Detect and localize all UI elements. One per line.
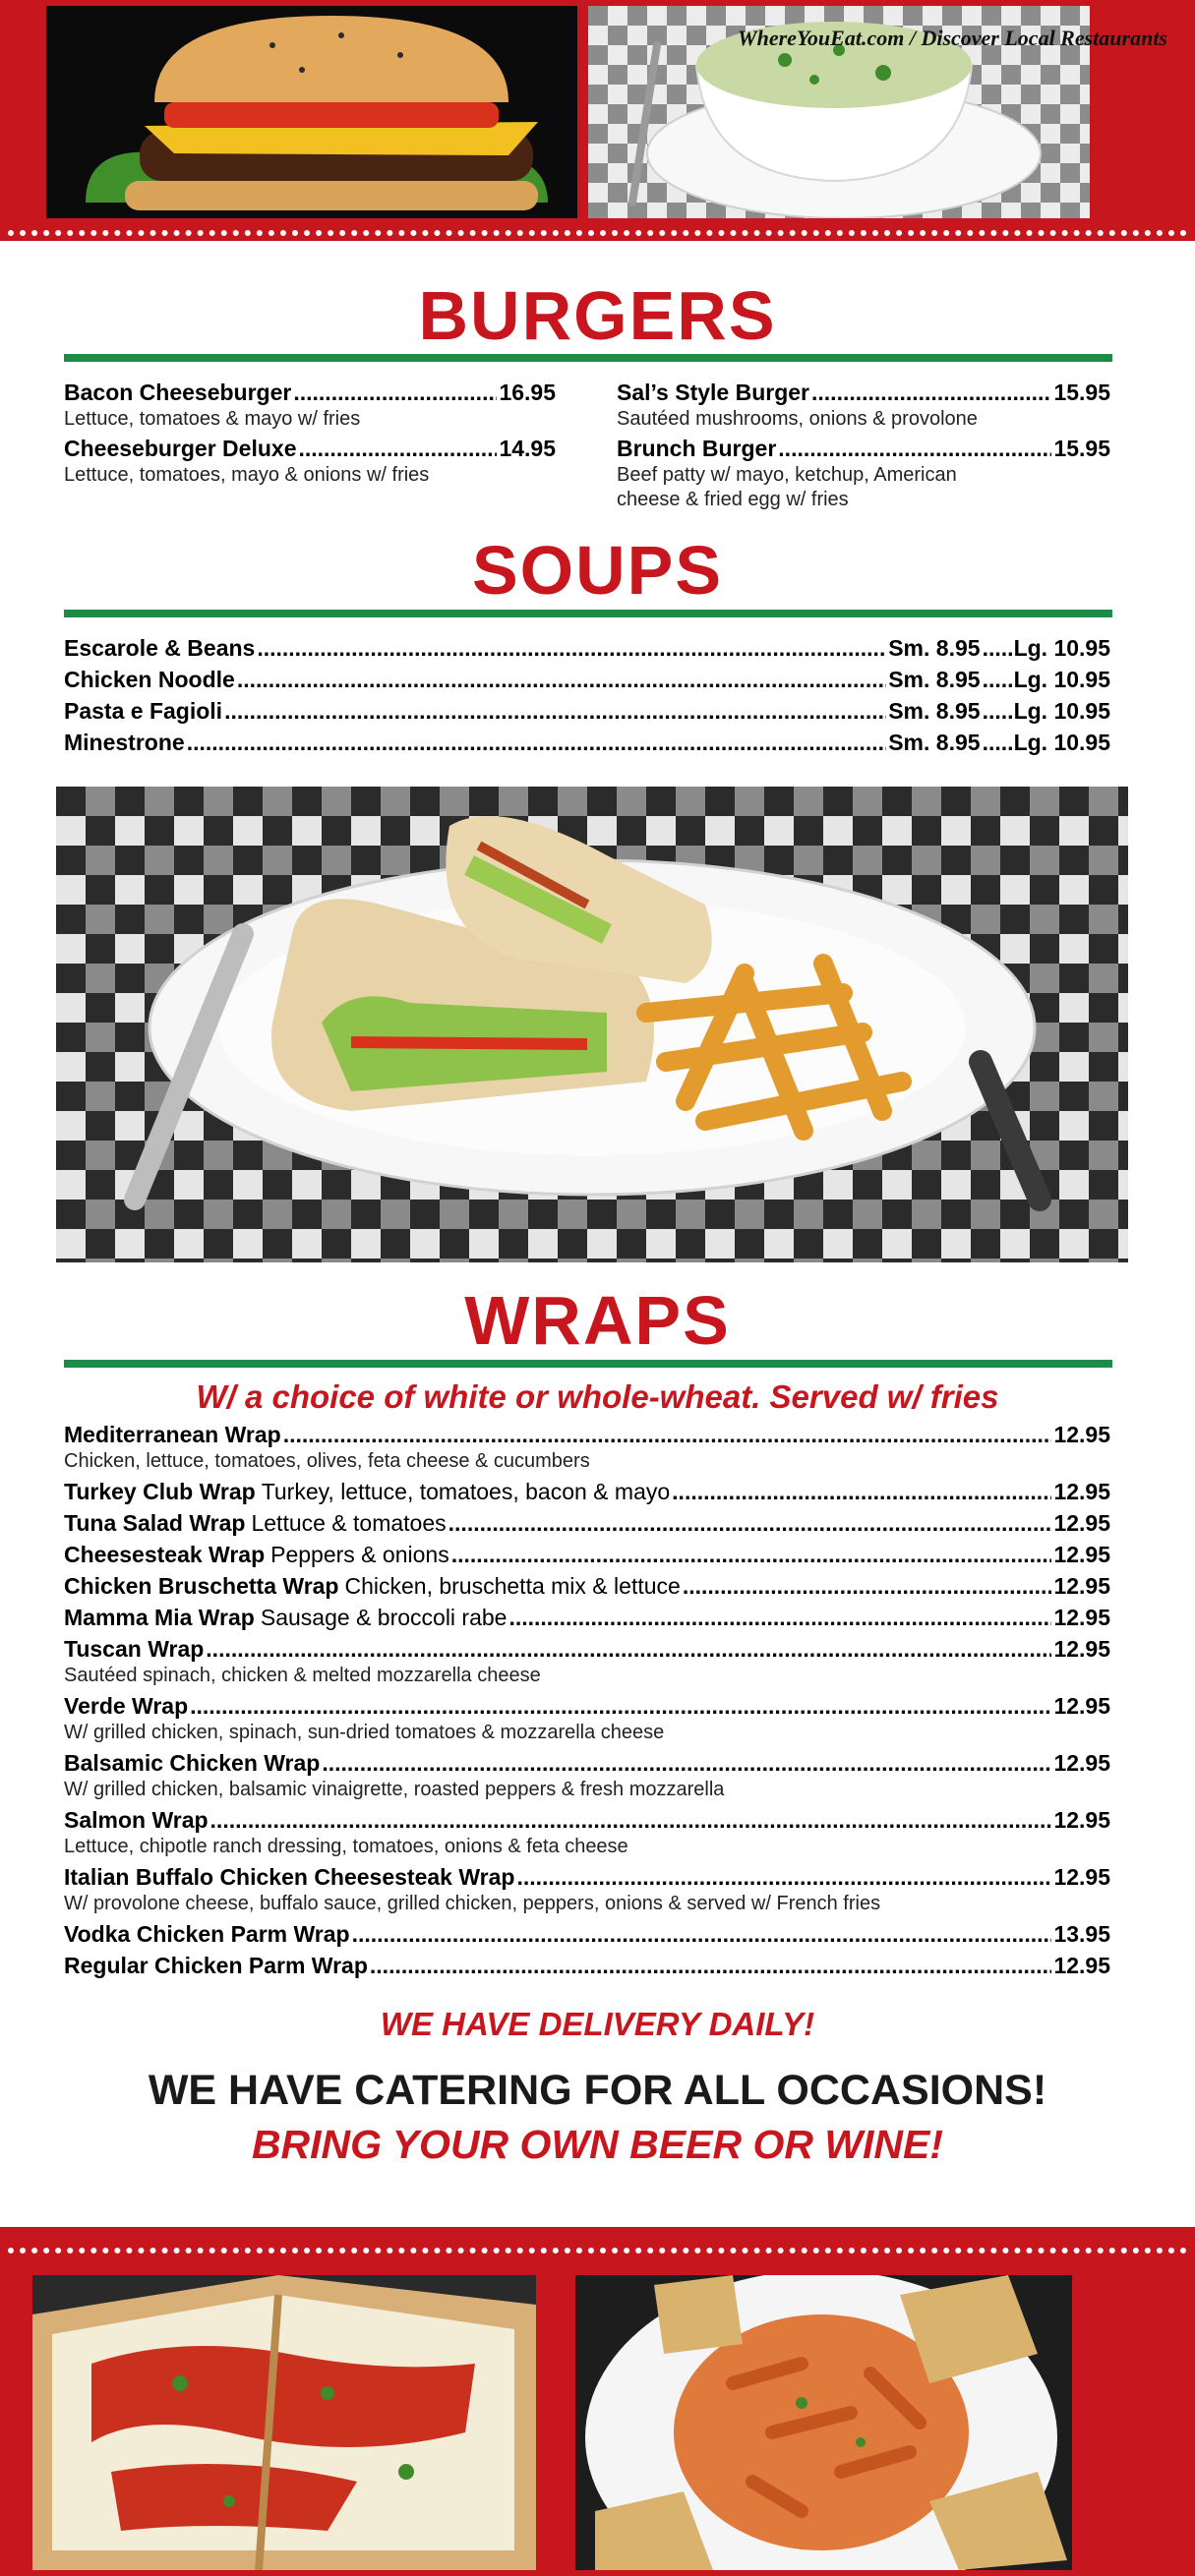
- item-description: W/ grilled chicken, balsamic vinaigrette, roasted peppers & fresh mozzarella: [64, 1779, 725, 1800]
- item-name: Cheeseburger Deluxe: [64, 436, 297, 461]
- dot-leader: [448, 1510, 1052, 1536]
- dot-leader: [224, 698, 886, 724]
- item-description: Beef patty w/ mayo, ketchup, American cheese & fried egg w/ fries: [617, 464, 957, 510]
- item-name: Mamma Mia Wrap: [64, 1605, 255, 1630]
- dot-leader: [298, 436, 497, 461]
- dot-leader: [206, 1636, 1051, 1662]
- item-name: Verde Wrap: [64, 1693, 189, 1719]
- dot-leader: [210, 1807, 1052, 1833]
- menu-item: [64, 380, 556, 405]
- dot-leader: [237, 667, 886, 692]
- item-price: 12.95: [1053, 1542, 1110, 1567]
- dot-leader: [983, 635, 1012, 661]
- item-description: Lettuce, chipotle ranch dressing, tomatoes, onions & feta cheese: [64, 1836, 628, 1857]
- wraps-rule: [64, 1360, 1112, 1368]
- item-name: Turkey Club Wrap: [64, 1479, 256, 1504]
- dot-leader: [811, 380, 1051, 405]
- item-price: 12.95: [1053, 1573, 1110, 1599]
- menu-item: [64, 1510, 1110, 1536]
- menu-item: [64, 1921, 1110, 1947]
- dot-leader: [983, 698, 1012, 724]
- dot-leader: [322, 1750, 1051, 1776]
- dot-leader: [516, 1864, 1051, 1890]
- item-inline-description: Peppers & onions: [270, 1542, 449, 1567]
- byob-promo: BRING YOUR OWN BEER OR WINE!: [251, 2122, 944, 2167]
- item-description: Sautéed spinach, chicken & melted mozzarella cheese: [64, 1665, 541, 1686]
- item-price: 15.95: [1053, 436, 1110, 461]
- dot-leader: [508, 1605, 1051, 1630]
- item-price: 12.95: [1053, 1605, 1110, 1630]
- item-price: 12.95: [1053, 1510, 1110, 1536]
- item-price: 12.95: [1053, 1693, 1110, 1719]
- menu-item: [64, 667, 1110, 692]
- dot-leader: [983, 667, 1012, 692]
- menu-item: [64, 1422, 1110, 1447]
- pasta-vodka-photo: [575, 2275, 1072, 2570]
- item-inline-description: Sausage & broccoli rabe: [260, 1605, 508, 1630]
- large-price: Lg. 10.95: [1013, 667, 1110, 692]
- item-name: Salmon Wrap: [64, 1807, 209, 1833]
- item-price: 12.95: [1053, 1479, 1110, 1504]
- item-price: 13.95: [1053, 1921, 1110, 1947]
- burgers-title: BURGERS: [418, 277, 777, 354]
- item-name: Brunch Burger: [617, 436, 777, 461]
- site-watermark: WhereYouEat.com / Discover Local Restaurants: [738, 26, 1167, 50]
- item-price: 15.95: [1053, 380, 1110, 405]
- item-name: Chicken Noodle: [64, 667, 235, 692]
- item-name: Escarole & Beans: [64, 635, 256, 661]
- item-description: W/ provolone cheese, buffalo sauce, grilled chicken, peppers, onions & served w/ French fries: [64, 1893, 881, 1914]
- dot-leader: [283, 1422, 1052, 1447]
- wrap-and-fries-photo: [56, 787, 1128, 1262]
- item-price: 14.95: [499, 436, 556, 461]
- dot-leader: [352, 1921, 1052, 1947]
- item-name: Italian Buffalo Chicken Cheesesteak Wrap: [64, 1864, 515, 1890]
- item-name: Regular Chicken Parm Wrap: [64, 1953, 368, 1978]
- item-name: Cheesesteak Wrap: [64, 1542, 266, 1567]
- menu-item: [64, 436, 556, 461]
- small-price: Sm. 8.95: [888, 698, 981, 724]
- menu-item: [64, 1750, 1110, 1776]
- menu-item: [64, 1605, 1110, 1630]
- item-description: Lettuce, tomatoes, mayo & onions w/ fries: [64, 464, 430, 486]
- item-price: 12.95: [1053, 1750, 1110, 1776]
- item-inline-description: Chicken, bruschetta mix & lettuce: [344, 1573, 681, 1599]
- menu-item: [617, 380, 1110, 405]
- dot-leader: [778, 436, 1051, 461]
- menu-item: [64, 1693, 1110, 1719]
- menu-item: [64, 635, 1110, 661]
- header-dotted-border: [8, 230, 1187, 236]
- wraps-note: W/ a choice of white or whole-wheat. Served w/ fries: [196, 1378, 999, 1415]
- menu-item: [64, 1636, 1110, 1662]
- dot-leader: [370, 1953, 1052, 1978]
- delivery-promo: WE HAVE DELIVERY DAILY!: [380, 2006, 815, 2042]
- menu-item: [64, 1864, 1110, 1890]
- burgers-rule: [64, 354, 1112, 362]
- item-inline-description: Turkey, lettuce, tomatoes, bacon & mayo: [261, 1479, 671, 1504]
- footer-dotted-border: [8, 2248, 1187, 2254]
- item-description: Lettuce, tomatoes & mayo w/ fries: [64, 408, 361, 430]
- menu-item: [64, 1953, 1110, 1978]
- item-name: Vodka Chicken Parm Wrap: [64, 1921, 350, 1947]
- dot-leader: [672, 1479, 1051, 1504]
- item-name: Chicken Bruschetta Wrap: [64, 1573, 339, 1599]
- item-description: Sautéed mushrooms, onions & provolone: [617, 408, 978, 430]
- menu-item: [64, 1807, 1110, 1833]
- item-name: Minestrone: [64, 730, 185, 755]
- item-name: Mediterranean Wrap: [64, 1422, 281, 1447]
- item-price: 12.95: [1053, 1636, 1110, 1662]
- large-price: Lg. 10.95: [1013, 698, 1110, 724]
- wraps-title: WRAPS: [464, 1282, 731, 1359]
- dot-leader: [451, 1542, 1052, 1567]
- menu-item: [617, 436, 1110, 461]
- large-price: Lg. 10.95: [1013, 730, 1110, 755]
- small-price: Sm. 8.95: [888, 635, 981, 661]
- menu-item: [64, 730, 1110, 755]
- item-price: 16.95: [499, 380, 556, 405]
- item-price: 12.95: [1053, 1864, 1110, 1890]
- item-price: 12.95: [1053, 1807, 1110, 1833]
- item-name: Pasta e Fagioli: [64, 698, 223, 724]
- item-price: 12.95: [1053, 1953, 1110, 1978]
- menu-item: [64, 1479, 1110, 1504]
- dot-leader: [187, 730, 887, 755]
- menu-item: [64, 1573, 1110, 1599]
- item-price: 12.95: [1053, 1422, 1110, 1447]
- item-name: Balsamic Chicken Wrap: [64, 1750, 321, 1776]
- small-price: Sm. 8.95: [888, 667, 981, 692]
- dot-leader: [293, 380, 497, 405]
- catering-promo: WE HAVE CATERING FOR ALL OCCASIONS!: [148, 2067, 1047, 2114]
- dot-leader: [983, 730, 1012, 755]
- large-price: Lg. 10.95: [1013, 635, 1110, 661]
- menu-item: [64, 1542, 1110, 1567]
- item-name: Tuscan Wrap: [64, 1636, 205, 1662]
- item-description: Chicken, lettuce, tomatoes, olives, feta cheese & cucumbers: [64, 1450, 590, 1472]
- item-inline-description: Lettuce & tomatoes: [251, 1510, 447, 1536]
- dot-leader: [190, 1693, 1051, 1719]
- dot-leader: [257, 635, 886, 661]
- item-description: W/ grilled chicken, spinach, sun-dried tomatoes & mozzarella cheese: [64, 1722, 665, 1743]
- menu-item: [64, 698, 1110, 724]
- soups-rule: [64, 610, 1112, 617]
- cheeseburger-photo: [46, 6, 577, 218]
- pizza-bread-photo: [32, 2275, 536, 2570]
- soups-title: SOUPS: [471, 532, 724, 609]
- item-name: Sal’s Style Burger: [617, 380, 810, 405]
- small-price: Sm. 8.95: [888, 730, 981, 755]
- item-name: Tuna Salad Wrap: [64, 1510, 246, 1536]
- item-name: Bacon Cheeseburger: [64, 380, 292, 405]
- dot-leader: [683, 1573, 1052, 1599]
